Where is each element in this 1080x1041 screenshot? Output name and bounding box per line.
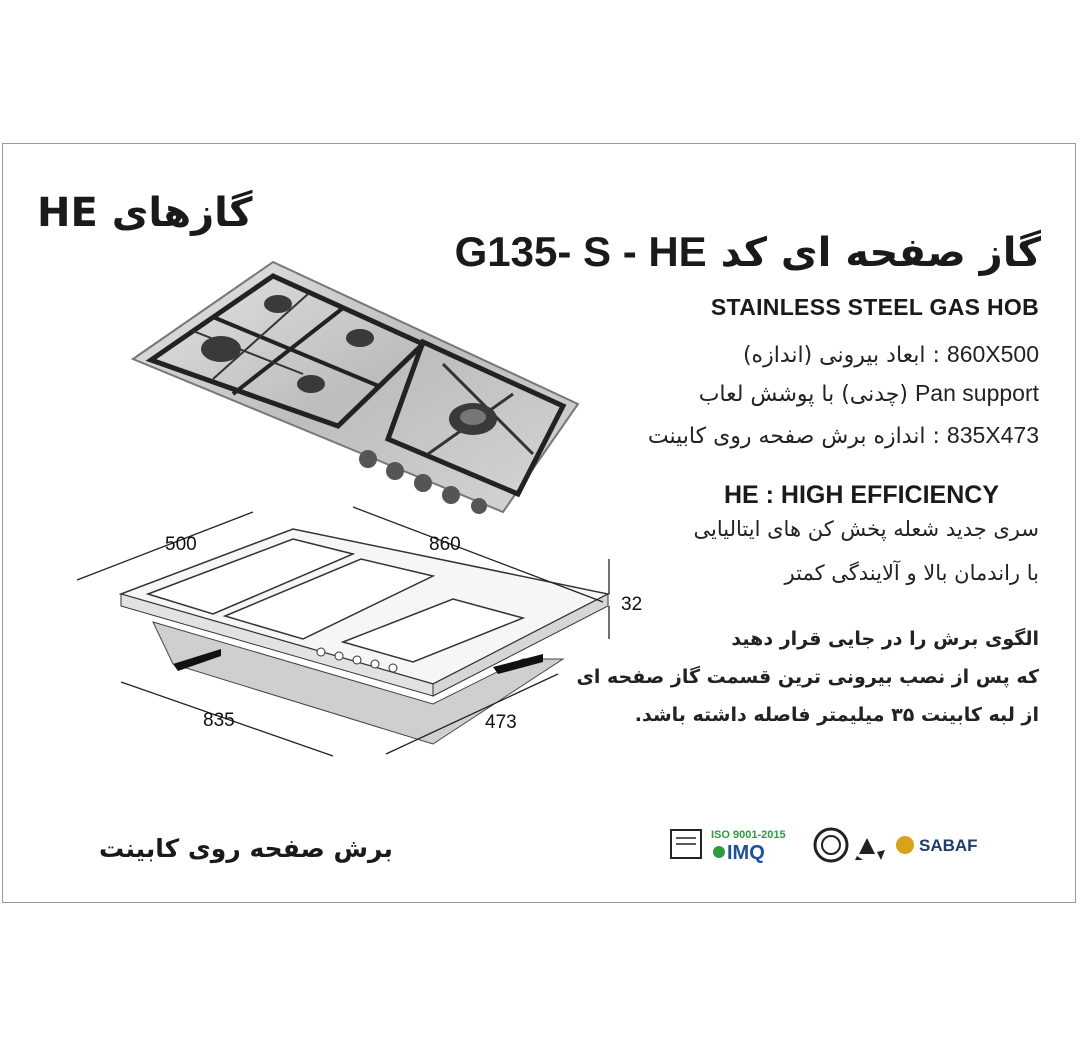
dim-width-label: 860 (429, 534, 461, 555)
dim-depth-label: 500 (165, 534, 197, 555)
certification-logos (663, 820, 1003, 868)
product-type: STAINLESS STEEL GAS HOB (710, 294, 1039, 320)
spec-outer-dimensions (743, 341, 1039, 368)
spec-label: : اندازه برش صفحه روی کابینت (647, 424, 940, 449)
sabaf-sun-icon (896, 836, 914, 854)
spec-pan-support (699, 380, 1039, 407)
efficiency-line: سری جدید شعله پخش کن های ایتالیایی (693, 517, 1039, 541)
dim-cut-depth-label: 473 (485, 712, 517, 733)
spec-label: (چدنی) با پوشش لعاب (698, 382, 908, 407)
spec-value: 835X473 (946, 422, 1039, 448)
model-code: G135- S - HE (454, 228, 707, 275)
product-spec-card (2, 143, 1076, 903)
spec-value: 860X500 (946, 341, 1039, 367)
efficiency-line: با راندمان بالا و آلایندگی کمتر (784, 561, 1039, 585)
iso-text: ISO 9001-2015 (711, 829, 786, 841)
imq-text: IMQ (727, 842, 765, 864)
imq-mark-icon (713, 846, 725, 858)
cutout-caption: برش صفحه روی کابینت (99, 834, 393, 863)
efficiency-title: HE : HIGH EFFICIENCY (723, 481, 999, 509)
spec-value: Pan support (914, 380, 1039, 406)
dim-height-label: 32 (621, 594, 643, 615)
dimension-drawing (3, 144, 663, 784)
handbook-icon (671, 830, 701, 858)
installation-note-line: از لبه کابینت ۳۵ میلیمتر فاصله داشته باشد. (634, 704, 1039, 726)
spec-cutout-size (648, 422, 1039, 449)
spec-label: : ابعاد بیرونی (اندازه) (742, 343, 940, 368)
model-prefix: گاز صفحه ای کد (720, 230, 1041, 276)
installation-note-line: الگوی برش را در جایی قرار دهید (731, 628, 1039, 650)
dim-cut-width-label: 835 (203, 710, 235, 731)
ce-badge-icon (815, 829, 847, 861)
recycle-icon (855, 838, 885, 860)
sabaf-text: SABAF (919, 836, 978, 855)
installation-note-line: که پس از نصب بیرونی ترین قسمت گاز صفحه ای (576, 666, 1039, 688)
series-title: گازهای HE (37, 190, 253, 236)
